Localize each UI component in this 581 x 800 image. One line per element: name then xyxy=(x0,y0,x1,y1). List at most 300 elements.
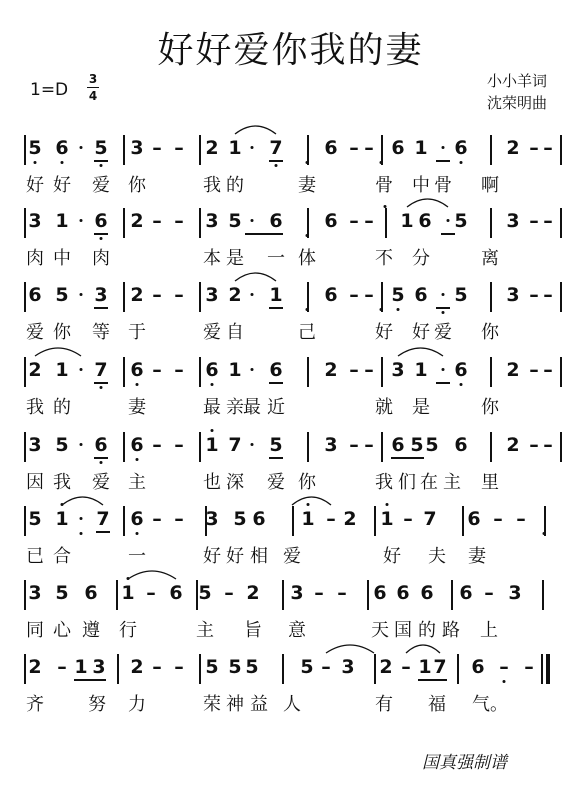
extension-dash: – xyxy=(401,656,411,678)
slur xyxy=(62,493,103,507)
extension-dash: – xyxy=(326,508,336,530)
barline xyxy=(199,135,201,165)
octave-dot-low xyxy=(306,234,309,237)
octave-dot-low xyxy=(61,161,64,164)
lyric-syllable: 啊 xyxy=(481,175,499,196)
notation-row xyxy=(0,135,581,163)
score-system-4 xyxy=(0,357,581,437)
octave-dot-low xyxy=(136,383,139,386)
score-system-7 xyxy=(0,580,581,660)
note: 7 xyxy=(269,137,283,159)
barline xyxy=(24,654,26,684)
octave-dot-low xyxy=(442,311,445,314)
note: 3 xyxy=(28,582,42,604)
barline xyxy=(24,432,26,462)
note: 3 xyxy=(94,284,108,306)
lyric-syllable: 相 xyxy=(250,546,268,567)
extension-dash: – xyxy=(349,137,359,159)
augmentation-dot xyxy=(251,293,254,296)
extension-dash: – xyxy=(529,434,539,456)
barline xyxy=(116,580,118,610)
time-signature-bottom: 4 xyxy=(88,89,98,103)
song-title: 好好爱你我的妻 xyxy=(157,30,424,71)
barline xyxy=(24,506,26,536)
note: 6 xyxy=(94,434,108,456)
extension-dash: – xyxy=(349,434,359,456)
lyric-syllable: 爱 xyxy=(434,322,452,343)
time-signature xyxy=(86,72,100,103)
barline xyxy=(24,357,26,387)
augmentation-dot xyxy=(80,368,83,371)
duration-underline xyxy=(94,457,108,459)
barline xyxy=(490,282,492,312)
duration-underline xyxy=(436,382,450,384)
note: 5 xyxy=(454,284,468,306)
lyric-syllable: 的 xyxy=(418,620,436,641)
augmentation-dot xyxy=(80,443,83,446)
note: 7 xyxy=(433,656,447,678)
lyric-syllable: 遵 xyxy=(82,620,100,641)
extension-dash: – xyxy=(364,434,374,456)
lyric-syllable: 也 xyxy=(203,472,221,493)
note: 6 xyxy=(467,508,481,530)
extension-dash: – xyxy=(314,582,324,604)
barline xyxy=(385,208,387,238)
lyric-syllable: 在 xyxy=(420,472,438,493)
extension-dash: – xyxy=(529,359,539,381)
note: 6 xyxy=(414,284,428,306)
note: 5 xyxy=(28,137,42,159)
augmentation-dot xyxy=(251,146,254,149)
note: 1 xyxy=(380,508,394,530)
lyric-syllable: 们 xyxy=(398,472,416,493)
credits xyxy=(487,70,547,114)
note: 6 xyxy=(269,359,283,381)
lyric-syllable: 肉 xyxy=(92,248,110,269)
note: 6 xyxy=(391,434,405,456)
note: 1 xyxy=(400,210,414,232)
extension-dash: – xyxy=(543,137,553,159)
note: 2 xyxy=(343,508,357,530)
note: 3 xyxy=(205,284,219,306)
extension-dash: – xyxy=(349,359,359,381)
note: 5 xyxy=(410,434,424,456)
lyric-syllable: 肉 xyxy=(26,248,44,269)
lyric-syllable: 骨 xyxy=(434,175,452,196)
note: 1 xyxy=(269,284,283,306)
note: 1 xyxy=(55,508,69,530)
barline xyxy=(374,654,376,684)
lyric-syllable: 你 xyxy=(481,397,499,418)
extension-dash: – xyxy=(174,434,184,456)
barline xyxy=(560,208,562,238)
barline xyxy=(24,282,26,312)
lyric-syllable: 爱 xyxy=(26,322,44,343)
barline xyxy=(199,357,201,387)
lyric-syllable: 我 xyxy=(203,175,221,196)
note: 2 xyxy=(246,582,260,604)
slur xyxy=(235,269,276,283)
lyric-syllable: 就 xyxy=(375,397,393,418)
barline xyxy=(490,357,492,387)
extension-dash: – xyxy=(146,582,156,604)
note: 6 xyxy=(252,508,266,530)
octave-dot-low xyxy=(136,532,139,535)
extension-dash: – xyxy=(524,656,534,678)
note: 7 xyxy=(96,508,110,530)
note: 5 xyxy=(454,210,468,232)
duration-underline xyxy=(74,679,106,681)
note: 5 xyxy=(55,434,69,456)
barline xyxy=(24,580,26,610)
lyric-syllable: 妻 xyxy=(468,546,486,567)
note: 3 xyxy=(391,359,405,381)
note: 5 xyxy=(391,284,405,306)
octave-dot-low xyxy=(460,161,463,164)
extension-dash: – xyxy=(174,284,184,306)
note: 3 xyxy=(28,210,42,232)
extension-dash: – xyxy=(529,284,539,306)
note: 1 xyxy=(228,359,242,381)
octave-dot-low xyxy=(306,161,309,164)
lyric-syllable: 同 xyxy=(26,620,44,641)
lyric-syllable: 力 xyxy=(128,694,146,715)
note: 6 xyxy=(324,137,338,159)
lyric-syllable: 福 xyxy=(428,694,446,715)
lyric-syllable: 国 xyxy=(394,620,412,641)
score-system-1 xyxy=(0,135,581,215)
note: 5 xyxy=(55,582,69,604)
barline xyxy=(381,357,383,387)
octave-dot-low xyxy=(503,680,506,683)
lyric-syllable: 合 xyxy=(53,546,71,567)
note: 6 xyxy=(454,434,468,456)
transcriber-credit: 国真强制谱 xyxy=(422,753,507,773)
barline xyxy=(490,208,492,238)
note: 3 xyxy=(324,434,338,456)
lyric-syllable: 主 xyxy=(443,472,461,493)
slur xyxy=(326,641,374,655)
lyric-syllable: 好 xyxy=(26,175,44,196)
octave-dot-low xyxy=(136,458,139,461)
note: 6 xyxy=(55,137,69,159)
lyric-syllable: 最 xyxy=(203,397,221,418)
augmentation-dot xyxy=(251,368,254,371)
slur xyxy=(35,344,81,358)
lyric-syllable: 主 xyxy=(128,472,146,493)
extension-dash: – xyxy=(152,508,162,530)
lyric-syllable: 等 xyxy=(92,322,110,343)
lyric-syllable: 气。 xyxy=(472,694,508,715)
note: 6 xyxy=(94,210,108,232)
barline xyxy=(560,357,562,387)
barline xyxy=(199,208,201,238)
lyric-syllable: 的 xyxy=(226,175,244,196)
note: 5 xyxy=(55,284,69,306)
lyric-syllable: 路 xyxy=(442,620,460,641)
lyric-syllable: 心 xyxy=(53,620,71,641)
extension-dash: – xyxy=(543,210,553,232)
lyrics-row xyxy=(0,393,581,417)
lyric-syllable: 一 xyxy=(128,546,146,567)
lyric-syllable: 好 xyxy=(412,322,430,343)
augmentation-dot xyxy=(442,146,445,149)
octave-dot-low xyxy=(80,532,83,535)
barline xyxy=(292,506,294,536)
note: 2 xyxy=(130,284,144,306)
note: 1 xyxy=(55,359,69,381)
barline xyxy=(560,282,562,312)
note: 6 xyxy=(130,359,144,381)
note: 6 xyxy=(454,137,468,159)
duration-underline xyxy=(436,160,450,162)
note: 6 xyxy=(169,582,183,604)
extension-dash: – xyxy=(152,656,162,678)
extension-dash: – xyxy=(224,582,234,604)
lyric-syllable: 深 xyxy=(226,472,244,493)
note: 5 xyxy=(300,656,314,678)
note: 1 xyxy=(74,656,88,678)
note: 2 xyxy=(228,284,242,306)
lyric-syllable: 中 xyxy=(53,248,71,269)
note: 3 xyxy=(506,210,520,232)
lyric-syllable: 我 xyxy=(375,472,393,493)
extension-dash: – xyxy=(543,434,553,456)
extension-dash: – xyxy=(174,137,184,159)
key-signature: 1=D xyxy=(30,80,69,100)
note: 1 xyxy=(418,656,432,678)
notation-row xyxy=(0,432,581,460)
octave-dot-high xyxy=(386,503,389,506)
lyric-syllable: 荣 xyxy=(203,694,221,715)
extension-dash: – xyxy=(543,284,553,306)
note: 6 xyxy=(420,582,434,604)
barline xyxy=(381,432,383,462)
slur xyxy=(292,493,331,507)
extension-dash: – xyxy=(152,210,162,232)
score-system-2 xyxy=(0,208,581,288)
extension-dash: – xyxy=(152,137,162,159)
lyric-syllable: 体 xyxy=(298,248,316,269)
lyrics-row xyxy=(0,616,581,640)
octave-dot-low xyxy=(306,308,309,311)
note: 3 xyxy=(205,508,219,530)
extension-dash: – xyxy=(516,508,526,530)
note: 6 xyxy=(418,210,432,232)
lyric-syllable: 努 xyxy=(88,694,106,715)
barline xyxy=(560,432,562,462)
time-signature-top: 3 xyxy=(88,72,98,86)
extension-dash: – xyxy=(174,210,184,232)
octave-dot-low xyxy=(34,161,37,164)
octave-dot-high xyxy=(384,205,387,208)
lyric-syllable: 你 xyxy=(128,175,146,196)
lyric-syllable: 一 xyxy=(267,248,285,269)
lyric-syllable: 好 xyxy=(226,546,244,567)
note: 2 xyxy=(506,359,520,381)
duration-underline xyxy=(418,679,447,681)
augmentation-dot xyxy=(442,368,445,371)
lyric-syllable: 好 xyxy=(383,546,401,567)
lyric-syllable: 你 xyxy=(298,472,316,493)
note: 7 xyxy=(228,434,242,456)
composer-credit: 沈荣明曲 xyxy=(486,94,547,112)
lyric-syllable: 上 xyxy=(480,620,498,641)
barline xyxy=(542,580,544,610)
octave-dot-low xyxy=(397,308,400,311)
note: 3 xyxy=(508,582,522,604)
note: 2 xyxy=(506,137,520,159)
lyric-syllable: 你 xyxy=(53,322,71,343)
notation-row xyxy=(0,654,581,682)
lyric-syllable: 夫 xyxy=(428,546,446,567)
augmentation-dot xyxy=(80,146,83,149)
octave-dot-low xyxy=(100,386,103,389)
lyric-syllable: 不 xyxy=(375,248,393,269)
note: 3 xyxy=(341,656,355,678)
lyric-syllable: 中 xyxy=(412,175,430,196)
extension-dash: – xyxy=(543,359,553,381)
duration-underline xyxy=(96,531,110,533)
duration-underline xyxy=(269,307,283,309)
augmentation-dot xyxy=(80,219,83,222)
extension-dash: – xyxy=(152,359,162,381)
lyric-syllable: 爱 xyxy=(203,322,221,343)
note: 3 xyxy=(205,210,219,232)
barline xyxy=(24,208,26,238)
note: 3 xyxy=(92,656,106,678)
extension-dash: – xyxy=(403,508,413,530)
extension-dash: – xyxy=(499,656,509,678)
lyric-syllable: 人 xyxy=(283,694,301,715)
lyricist-credit: 小小羊词 xyxy=(486,72,547,90)
lyric-syllable: 的 xyxy=(53,397,71,418)
final-barline xyxy=(546,654,550,684)
extension-dash: – xyxy=(364,210,374,232)
slur xyxy=(128,567,176,581)
note: 6 xyxy=(454,359,468,381)
lyric-syllable: 你 xyxy=(481,322,499,343)
barline xyxy=(282,580,284,610)
barline xyxy=(123,208,125,238)
extension-dash: – xyxy=(529,210,539,232)
barline xyxy=(199,654,201,684)
note: 2 xyxy=(28,656,42,678)
barline xyxy=(123,135,125,165)
note: 2 xyxy=(324,359,338,381)
notation-row xyxy=(0,357,581,385)
duration-underline xyxy=(94,160,108,162)
note: 7 xyxy=(423,508,437,530)
extension-dash: – xyxy=(484,582,494,604)
lyric-syllable: 旨 xyxy=(244,620,262,641)
barline xyxy=(462,506,464,536)
lyric-syllable: 亲 xyxy=(226,397,244,418)
note: 6 xyxy=(391,137,405,159)
note: 5 xyxy=(269,434,283,456)
duration-underline xyxy=(441,233,455,235)
barline xyxy=(490,135,492,165)
lyric-syllable: 于 xyxy=(128,322,146,343)
note: 1 xyxy=(121,582,135,604)
lyric-syllable: 妻 xyxy=(298,175,316,196)
score-system-8 xyxy=(0,654,581,734)
barline xyxy=(199,432,201,462)
lyric-syllable: 最 xyxy=(243,397,261,418)
barline xyxy=(24,135,26,165)
octave-dot-low xyxy=(100,164,103,167)
extension-dash: – xyxy=(152,434,162,456)
lyric-syllable: 己 xyxy=(298,322,316,343)
barline xyxy=(123,357,125,387)
lyric-syllable: 爱 xyxy=(92,175,110,196)
note: 6 xyxy=(324,210,338,232)
octave-dot-low xyxy=(543,532,546,535)
extension-dash: – xyxy=(364,284,374,306)
note: 6 xyxy=(396,582,410,604)
note: 1 xyxy=(228,137,242,159)
lyric-syllable: 已 xyxy=(26,546,44,567)
lyric-syllable: 自 xyxy=(226,322,244,343)
duration-underline xyxy=(94,382,108,384)
barline xyxy=(374,506,376,536)
extension-dash: – xyxy=(349,210,359,232)
note: 6 xyxy=(130,508,144,530)
note: 1 xyxy=(55,210,69,232)
lyrics-row xyxy=(0,244,581,268)
extension-dash: – xyxy=(337,582,347,604)
lyric-syllable: 我 xyxy=(53,472,71,493)
lyric-syllable: 近 xyxy=(267,397,285,418)
extension-dash: – xyxy=(364,137,374,159)
barline xyxy=(451,580,453,610)
augmentation-dot xyxy=(442,293,445,296)
note: 6 xyxy=(28,284,42,306)
score-system-6 xyxy=(0,506,581,586)
lyric-syllable: 本 xyxy=(203,248,221,269)
barline xyxy=(367,580,369,610)
note: 2 xyxy=(130,210,144,232)
notation-row xyxy=(0,506,581,534)
notation-row xyxy=(0,208,581,236)
barline xyxy=(560,135,562,165)
note: 1 xyxy=(205,434,219,456)
barline xyxy=(282,654,284,684)
barline xyxy=(307,357,309,387)
lyric-syllable: 益 xyxy=(250,694,268,715)
note: 1 xyxy=(414,137,428,159)
lyrics-row xyxy=(0,542,581,566)
octave-dot-low xyxy=(380,161,383,164)
lyric-syllable: 妻 xyxy=(128,397,146,418)
note: 2 xyxy=(130,656,144,678)
barline xyxy=(307,432,309,462)
note: 6 xyxy=(130,434,144,456)
barline xyxy=(123,282,125,312)
note: 6 xyxy=(373,582,387,604)
score-system-3 xyxy=(0,282,581,362)
note: 6 xyxy=(84,582,98,604)
augmentation-dot xyxy=(80,517,83,520)
note: 6 xyxy=(269,210,283,232)
note: 1 xyxy=(414,359,428,381)
duration-underline xyxy=(94,307,108,309)
note: 5 xyxy=(245,656,259,678)
note: 6 xyxy=(205,359,219,381)
note: 5 xyxy=(228,210,242,232)
lyric-syllable: 有 xyxy=(375,694,393,715)
note: 5 xyxy=(233,508,247,530)
